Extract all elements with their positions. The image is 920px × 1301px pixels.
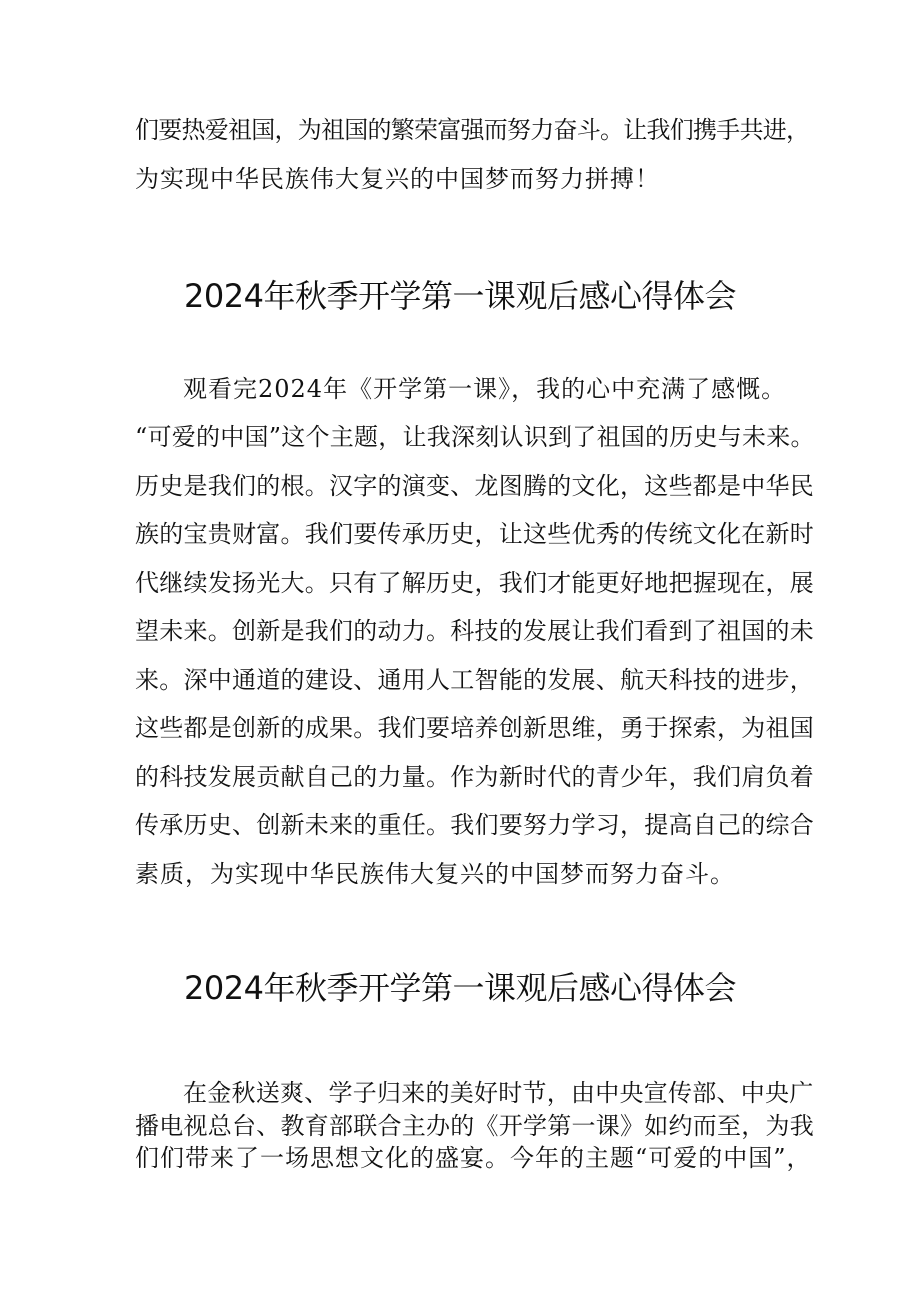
paragraph-line: 历史是我们的根。汉字的演变、龙图腾的文化，这些都是中华民 xyxy=(135,472,814,500)
paragraph-line: 观看完2024年《开学第一课》，我的心中充满了感慨。 xyxy=(183,375,787,403)
paragraph-line: 这些都是创新的成果。我们要培养创新思维，勇于探索，为祖国 xyxy=(135,714,814,742)
paragraph-line: 的科技发展贡献自己的力量。作为新时代的青少年，我们肩负着 xyxy=(135,763,814,791)
paragraph-line: 素质，为实现中华民族伟大复兴的中国梦而努力奋斗。 xyxy=(135,860,735,888)
essay-title: 2024年秋季开学第一课观后感心得体会 xyxy=(184,969,736,1007)
paragraph-line: 们们带来了一场思想文化的盛宴。今年的主题“可爱的中国”， xyxy=(135,1144,812,1172)
paragraph-line: 来。深中通道的建设、通用人工智能的发展、航天科技的进步， xyxy=(135,666,814,694)
paragraph-line: 在金秋送爽、学子归来的美好时节，由中央宣传部、中央广 xyxy=(183,1079,814,1107)
paragraph-line: 传承历史、创新未来的重任。我们要努力学习，提高自己的综合 xyxy=(135,811,814,839)
essay-title: 2024年秋季开学第一课观后感心得体会 xyxy=(184,277,736,315)
paragraph-line: 代继续发扬光大。只有了解历史，我们才能更好地把握现在，展 xyxy=(135,569,814,597)
paragraph-line: 播电视总台、教育部联合主办的《开学第一课》如约而至，为我 xyxy=(135,1112,814,1140)
paragraph-line: “可爱的中国”这个主题，让我深刻认识到了祖国的历史与未来。 xyxy=(135,423,815,451)
paragraph-line: 为实现中华民族伟大复兴的中国梦而努力拼搏！ xyxy=(135,165,660,193)
paragraph-line: 族的宝贵财富。我们要传承历史，让这些优秀的传统文化在新时 xyxy=(135,520,814,548)
paragraph-line: 们要热爱祖国，为祖国的繁荣富强而努力奋斗。让我们携手共进， xyxy=(135,116,810,144)
paragraph-line: 望未来。创新是我们的动力。科技的发展让我们看到了祖国的未 xyxy=(135,617,814,645)
